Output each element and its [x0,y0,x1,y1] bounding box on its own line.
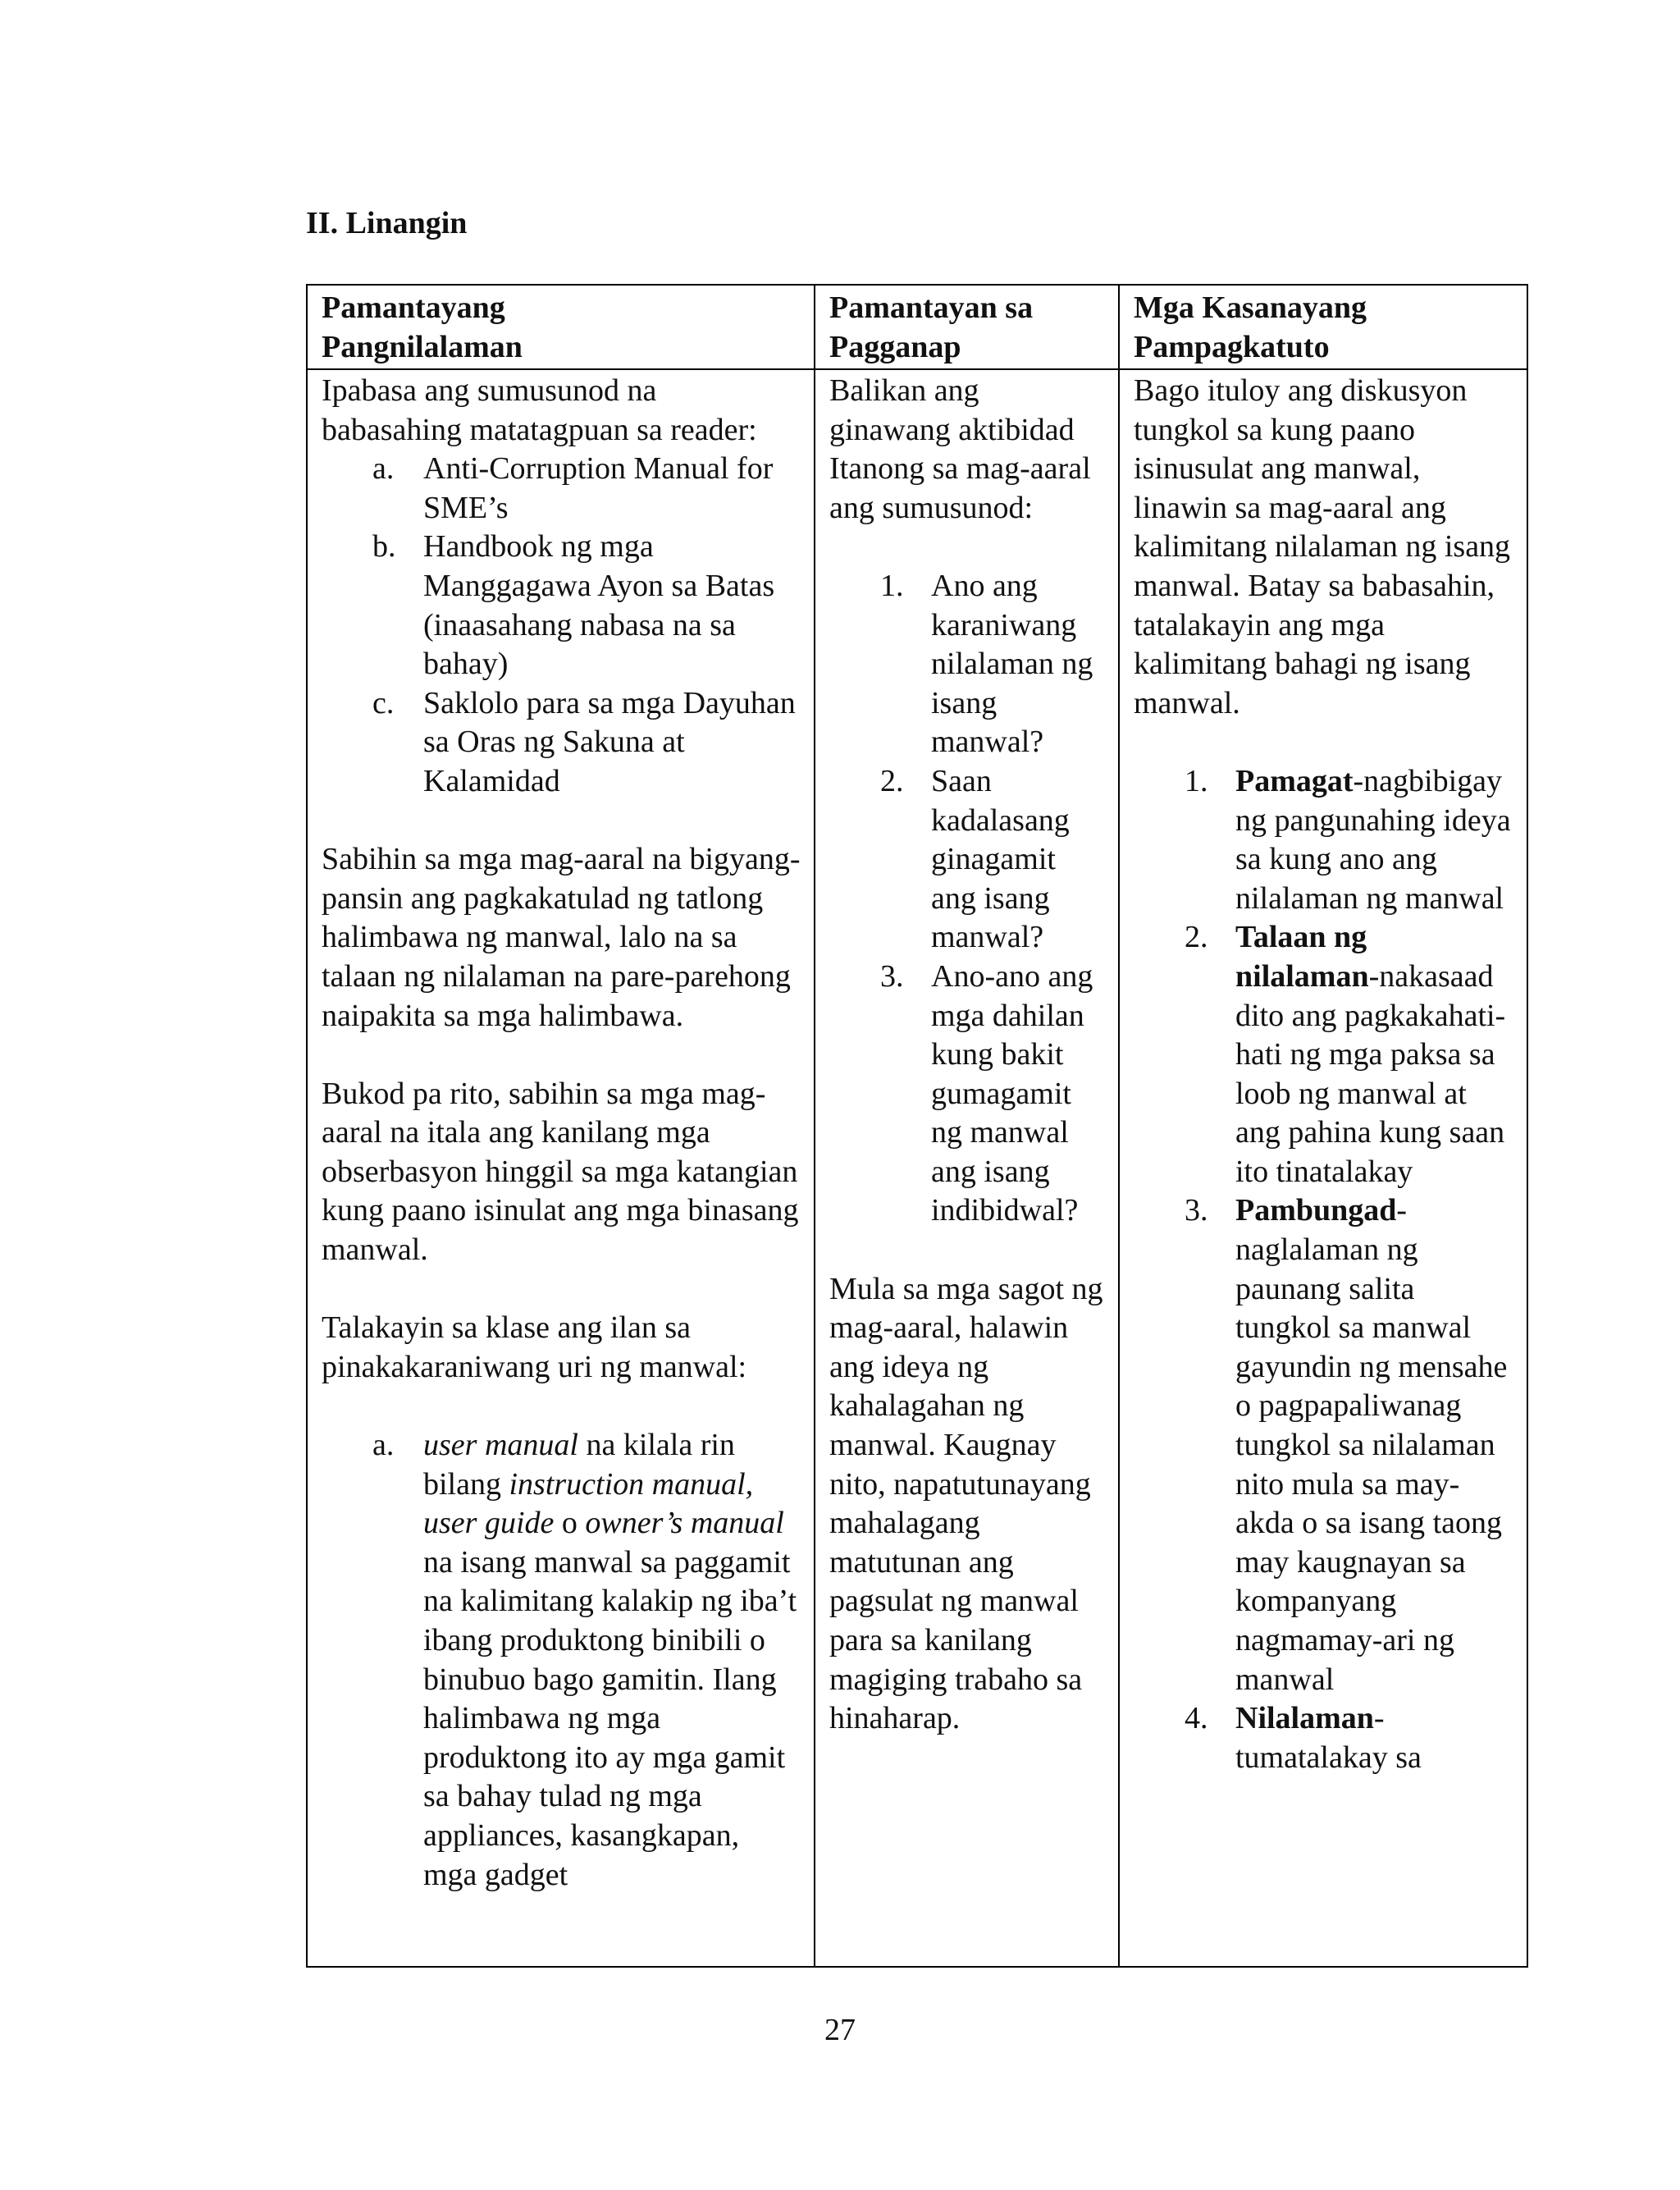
question-text: Saan kadalasang ginagamit ang isang manwal? [931,763,1070,955]
header-pamantayang-pangnilalaman [307,285,815,369]
list-marker: 1. [880,568,904,603]
part-term: Talaan ng nilalaman [1235,920,1369,994]
header-mga-kasanayang-pampagkatuto [1119,285,1527,369]
list-marker: 4. [1185,1701,1208,1736]
list-item [829,762,1105,958]
header-col2-line2: Pagganap [829,329,961,364]
list-marker: 3. [880,958,904,994]
reading-text: Anti-Corruption Manual for SME’s [423,451,774,525]
list-item [829,567,1105,762]
term-user-manual: user manual [423,1428,578,1463]
col1-paragraph-2: Bukod pa rito, sabihin sa mga mag-aaral na itala ang kanilang mga obserbasyon hinggil sa mga katangian kung paano isinulat ang mga binasang manwal. [322,1076,799,1268]
list-item [1134,918,1513,1191]
header-col1-line1: Pamantayang [322,290,505,325]
col2-intro: Balikan ang ginawang aktibidad Itanong sa mag-aaral ang sumusunod: [829,373,1091,525]
part-text: -nagbibigay ng pangunahing ideya sa kung ano ang nilalaman ng manwal [1235,763,1511,916]
section-title: II. Linangin [306,206,468,240]
col1-paragraph-1: Sabihin sa mga mag-aaral na bigyang-pansin ang pagkakatulad ng tatlong halimbawa ng manwal, lalo na sa talaan ng nilalaman na pare-parehong naipakita sa mga halimbawa. [322,842,801,1033]
readings-list [322,450,801,801]
list-marker: 1. [1185,763,1208,798]
manual-types-list [322,1426,801,1895]
part-text: -nakasaad dito ang pagkakahati-hati ng mga paksa sa loob ng manwal at ang pahina kung saan ito tinatalakay [1235,958,1506,1189]
list-marker: 2. [880,763,904,798]
header-col3-line2: Pampagkatuto [1134,329,1330,364]
header-col1-line2: Pangnilalaman [322,329,523,364]
part-text: -naglalaman ng paunang salita tungkol sa manwal gayundin ng mensahe o pagpapaliwanag tungkol sa nilalaman nito mula sa may-akda o sa isang taong may kaugnayan sa kompanyang nagmamay-ari ng manwal [1235,1193,1508,1697]
list-marker: b. [372,529,396,565]
list-item [322,1426,801,1895]
list-marker: c. [372,685,395,720]
header-pamantayan-sa-pagganap [815,285,1119,369]
type-text: na kilala rin bilang [423,1428,735,1502]
questions-list [829,567,1105,1231]
term-instruction-manual: instruction manual, user guide [423,1466,754,1541]
type-text: o [554,1506,586,1541]
cell-mga-kasanayang-pampagkatuto [1119,369,1527,1967]
reading-text: Handbook ng mga Manggagawa Ayon sa Batas (inaasahang nabasa na sa bahay) [423,529,775,682]
list-item [829,958,1105,1231]
col1-intro: Ipabasa ang sumusunod na babasahing matatagpuan sa reader: [322,373,757,447]
type-text: na isang manwal sa paggamit na kalimitang kalakip ng iba’t ibang produktong binibili o binubuo bago gamitin. Ilang halimbawa ng mga produktong ito ay mga gamit sa bahay tulad ng mga appliances, kasangkapan, mga gadget [423,1544,797,1892]
list-item [1134,1191,1513,1699]
list-item [322,528,801,684]
list-item [1134,762,1513,918]
lesson-table [306,284,1528,1968]
table-body-row [307,369,1527,1967]
list-marker: a. [372,1428,395,1463]
list-marker: 3. [1185,1193,1208,1228]
header-col2-line1: Pamantayan sa [829,290,1034,325]
reading-text: Saklolo para sa mga Dayuhan sa Oras ng Sakuna at Kalamidad [423,685,796,798]
col1-paragraph-3: Talakayin sa klase ang ilan sa pinakakaraniwang uri ng manwal: [322,1310,747,1384]
part-term: Nilalaman [1235,1701,1374,1736]
page-number: 27 [824,2013,856,2047]
cell-pamantayan-sa-pagganap [815,369,1119,1967]
col3-intro: Bago ituloy ang diskusyon tungkol sa kung paano isinusulat ang manwal, linawin sa mag-aaral ang kalimitang nilalaman ng isang manwal. Batay sa babasahin, tatalakayin ang mga kalimitang bahagi ng isang manwal. [1134,373,1511,720]
list-item [1134,1699,1513,1777]
question-text: Ano-ano ang mga dahilan kung bakit gumagamit ng manwal ang isang indibidwal? [931,958,1093,1228]
list-item [322,450,801,528]
list-item [322,684,801,802]
list-marker: 2. [1185,920,1208,955]
part-term: Pamagat [1235,763,1354,798]
manual-parts-list [1134,762,1513,1777]
question-text: Ano ang karaniwang nilalaman ng isang manwal? [931,568,1093,760]
cell-pamantayang-pangnilalaman [307,369,815,1967]
part-text: -tumatalakay sa [1235,1701,1422,1775]
header-col3-line1: Mga Kasanayang [1134,290,1367,325]
part-term: Pambungad [1235,1193,1397,1228]
term-owners-manual: owner’s manual [585,1506,784,1541]
list-marker: a. [372,451,395,487]
table-header-row [307,285,1527,369]
col2-closing: Mula sa mga sagot ng mag-aaral, halawin ang ideya ng kahalagahan ng manwal. Kaugnay nito, napatutunayang mahalagang matutunan ang pagsulat ng manwal para sa kanilang magiging trabaho sa hinaharap. [829,1271,1103,1736]
